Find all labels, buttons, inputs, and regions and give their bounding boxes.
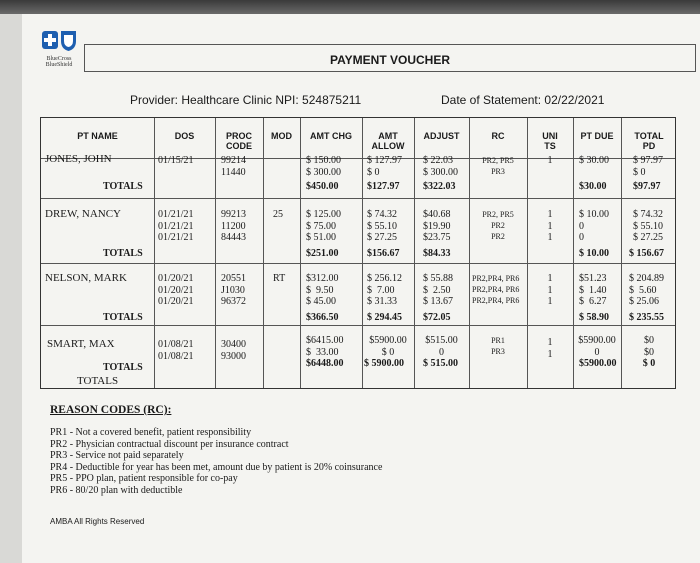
- cell-units: 1 1 1: [547, 273, 553, 307]
- cell-units: 1 1 1: [547, 209, 553, 243]
- patient-name: SMART, MAX: [47, 338, 115, 350]
- total-total-pd: $ 0: [642, 358, 656, 369]
- col-header-pt-name: PT NAME: [77, 131, 118, 141]
- cell-adjust: $ 22.03 $ 300.00: [423, 155, 458, 178]
- total-total-pd: $ 156.67: [629, 248, 664, 259]
- col-header-mod: MOD: [271, 131, 292, 141]
- col-header-proc-code: PROC CODE: [225, 131, 252, 151]
- reason-codes-title: REASON CODES (RC):: [50, 404, 172, 416]
- patient-name: DREW, NANCY: [45, 208, 121, 220]
- row-totals-label: TOTALS: [103, 248, 143, 259]
- total-pt-due: $ 58.90: [579, 312, 609, 323]
- top-edge: [0, 0, 700, 14]
- total-pt-due: $30.00: [579, 181, 607, 192]
- col-header-amt-allow: AMT ALLOW: [371, 131, 405, 151]
- statement-date: Date of Statement: 02/22/2021: [441, 93, 605, 107]
- reason-code-item: PR3 - Service not paid separately: [50, 450, 184, 462]
- total-amt-allow: $ 294.45: [367, 312, 402, 323]
- cell-dos: 01/20/21 01/20/21 01/20/21: [158, 273, 194, 307]
- logo-text: BlueCross BlueShield: [45, 56, 73, 68]
- cell-total-pd: $ 97.97 $ 0: [633, 155, 663, 178]
- grand-totals-label: TOTALS: [77, 375, 119, 387]
- copyright-footer: AMBA All Rights Reserved: [50, 517, 145, 526]
- cell-pt-due: $ 30.00: [579, 155, 609, 166]
- cell-units: 1: [547, 155, 553, 166]
- cell-pt-due: $51.23 $ 1.40 $ 6.27: [579, 273, 607, 307]
- cell-amt-chg: $312.00 $ 9.50 $ 45.00: [306, 273, 339, 307]
- cell-proc: 99213 11200 84443: [221, 209, 246, 243]
- cell-amt-chg: $ 150.00 $ 300.00: [306, 155, 341, 178]
- total-adjust: $72.05: [423, 312, 451, 323]
- cell-amt-allow: $ 74.32 $ 55.10 $ 27.25: [367, 209, 397, 243]
- col-header-amt-chg: AMT CHG: [310, 131, 352, 141]
- reason-codes-list: [50, 427, 382, 497]
- total-amt-chg: $251.00: [306, 248, 339, 259]
- col-header-pt-due: PT DUE: [580, 131, 614, 141]
- patient-name: NELSON, MARK: [45, 272, 127, 284]
- reason-code-item: PR4 - Deductible for year has been met, amount due by patient is 20% coinsurance: [50, 461, 383, 473]
- cell-proc: 20551 J1030 96372: [221, 273, 246, 307]
- col-header-total-pd: TOTAL PD: [634, 131, 664, 151]
- title-box: [84, 44, 696, 72]
- cell-mod: RT: [273, 273, 286, 284]
- col-header-adjust: ADJUST: [423, 131, 460, 141]
- provider-info: Provider: Healthcare Clinic NPI: 524875211: [130, 93, 362, 107]
- cell-total-pd: $ 204.89 $ 5.60 $ 25.06: [629, 273, 664, 307]
- bcbs-logo: [34, 28, 84, 84]
- cell-amt-allow: $ 256.12 $ 7.00 $ 31.33: [367, 273, 402, 307]
- cell-pt-due: $5900.00 0: [578, 335, 616, 358]
- total-adjust: $ 515.00: [423, 358, 458, 369]
- total-amt-chg: $366.50: [306, 312, 339, 323]
- total-pt-due: $ 10.00: [579, 248, 609, 259]
- row-totals-label: TOTALS: [103, 312, 143, 323]
- cell-proc: 30400 93000: [221, 339, 246, 362]
- total-amt-chg: $450.00: [306, 181, 339, 192]
- reason-code-item: PR1 - Not a covered benefit, patient responsibility: [50, 427, 252, 438]
- cell-amt-chg: $6415.00 $ 33.00: [306, 335, 344, 358]
- cell-amt-allow: $5900.00 $ 0: [369, 335, 407, 358]
- page-title: PAYMENT VOUCHER: [329, 53, 451, 67]
- cell-dos: 01/21/21 01/21/21 01/21/21: [158, 209, 194, 243]
- cell-proc: 99214 11440: [221, 155, 246, 178]
- cell-units: 1 1: [547, 337, 553, 360]
- cell-adjust: $ 55.88 $ 2.50 $ 13.67: [423, 273, 453, 307]
- total-amt-allow: $ 5900.00: [364, 358, 404, 369]
- total-total-pd: $97.97: [633, 181, 661, 192]
- cell-pt-due: $ 10.00 0 0: [579, 209, 609, 243]
- cell-adjust: $40.68 $19.90 $23.75: [423, 209, 451, 243]
- voucher-table: [40, 117, 676, 389]
- cell-mod: 25: [273, 209, 283, 220]
- patient-name: JONES, JOHN: [45, 153, 112, 165]
- total-amt-allow: $127.97: [367, 181, 400, 192]
- cell-dos: 01/15/21: [158, 155, 194, 166]
- cell-rc: PR2, PR5 PR3: [482, 156, 514, 176]
- total-pt-due: $5900.00: [579, 358, 617, 369]
- col-header-dos: DOS: [174, 131, 195, 141]
- reason-code-item: PR6 - 80/20 plan with deductible: [50, 484, 183, 496]
- cell-total-pd: $0 $0: [644, 335, 654, 358]
- cell-total-pd: $ 74.32 $ 55.10 $ 27.25: [633, 209, 663, 243]
- cell-rc: PR1 PR3: [491, 336, 505, 356]
- row-totals-label: TOTALS: [103, 362, 143, 373]
- reason-code-item: PR2 - Physician contractual discount per insurance contract: [50, 438, 289, 450]
- total-amt-chg: $6448.00: [306, 358, 344, 369]
- cell-rc: PR2,PR4, PR6 PR2,PR4, PR6 PR2,PR4, PR6: [472, 274, 520, 305]
- cell-adjust: $515.00 0: [425, 335, 458, 358]
- cell-dos: 01/08/21 01/08/21: [158, 339, 194, 362]
- total-adjust: $322.03: [423, 181, 456, 192]
- row-totals-label: TOTALS: [103, 181, 143, 192]
- col-header-units: UNI TS: [542, 131, 558, 151]
- col-header-rc: RC: [491, 131, 505, 141]
- cell-amt-chg: $ 125.00 $ 75.00 $ 51.00: [306, 209, 341, 243]
- reason-code-item: PR5 - PPO plan, patient responsible for co-pay: [50, 473, 238, 485]
- cell-amt-allow: $ 127.97 $ 0: [367, 155, 402, 178]
- total-amt-allow: $156.67: [367, 248, 400, 259]
- total-total-pd: $ 235.55: [629, 312, 664, 323]
- cell-rc: PR2, PR5 PR2 PR2: [482, 210, 514, 241]
- total-adjust: $84.33: [423, 248, 451, 259]
